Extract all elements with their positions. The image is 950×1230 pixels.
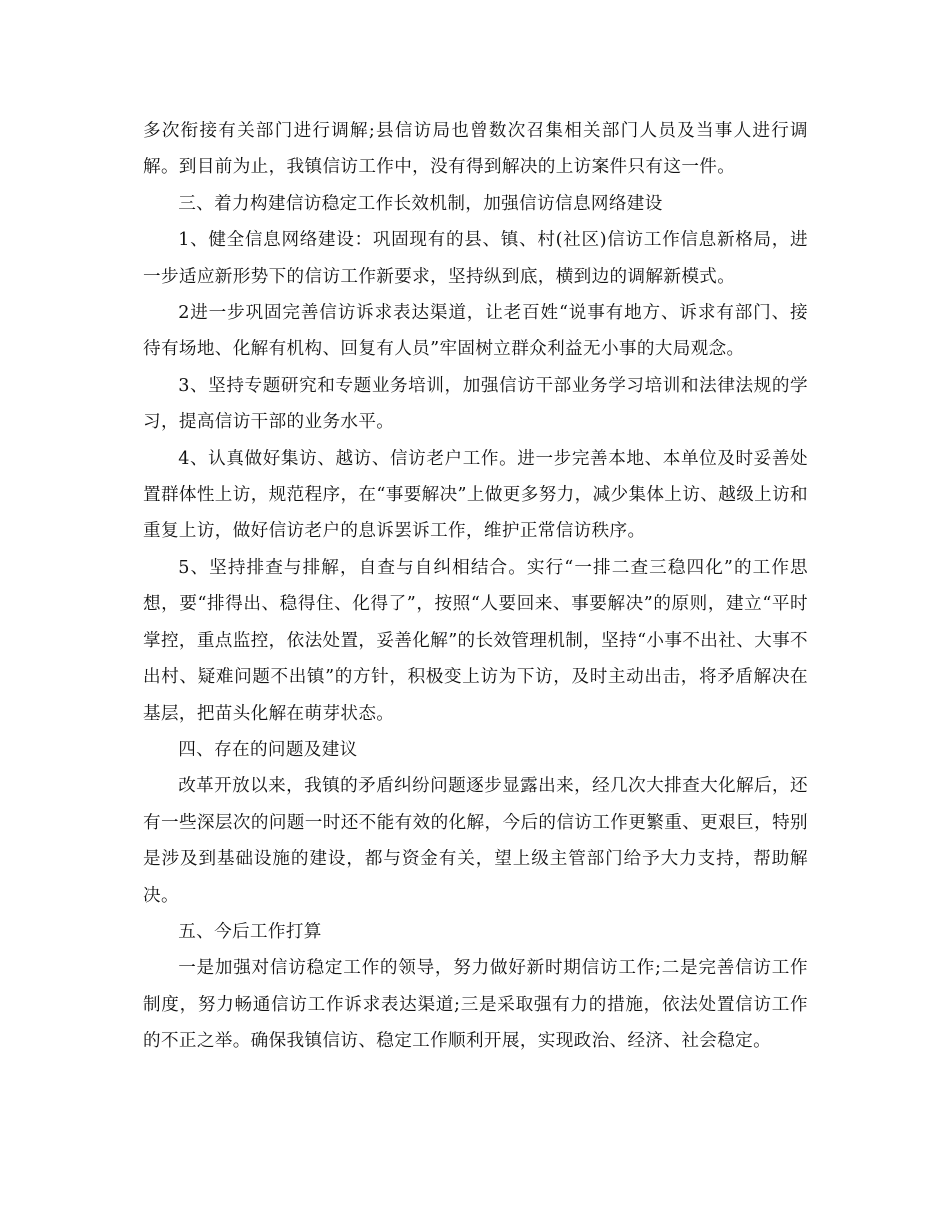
paragraph-problems: 改革开放以来，我镇的矛盾纠纷问题逐步显露出来，经几次大排查大化解后，还有一些深层次的问题一时还不能有效的化解，今后的信访工作更繁重、更艰巨，特别是涉及到基础设施的建设，都与资金有关，望上级主管部门给予大力支持，帮助解决。 [143,776,808,906]
paragraph-continuation: 多次衔接有关部门进行调解;县信访局也曾数次召集相关部门人员及当事人进行调解。到目前为止，我镇信访工作中，没有得到解决的上访案件只有这一件。 [143,121,808,178]
paragraph-item-5: 5、坚持排查与排解，自查与自纠相结合。实行“一排二查三稳四化”的工作思想，要“排得出、稳得住、化得了”，按照“人要回来、事要解决”的原则，建立“平时掌控，重点监控，依法处置，妥善化解”的长效管理机制，坚持“小事不出社、大事不出村、疑难问题不出镇”的方针，积极变上访为下访，及时主动出击，将矛盾解决在基层，把苗头化解在萌芽状态。 [143,557,808,724]
paragraph-plans: 一是加强对信访稳定工作的领导，努力做好新时期信访工作;二是完善信访工作制度，努力畅通信访工作诉求表达渠道;三是采取强有力的措施，依法处置信访工作的不正之举。确保我镇信访、稳定工作顺利开展，实现政治、经济、社会稳定。 [143,958,808,1052]
section-heading-5: 五、今后工作打算 [178,921,322,942]
paragraph-item-2: 2进一步巩固完善信访诉求表达渠道，让老百姓“说事有地方、诉求有部门、接待有场地、化解有机构、回复有人员”牢固树立群众利益无小事的大局观念。 [143,303,808,360]
section-heading-4: 四、存在的问题及建议 [178,739,358,760]
section-heading-3: 三、着力构建信访稳定工作长效机制，加强信访信息网络建设 [178,193,663,214]
document-page [143,113,808,1060]
paragraph-item-1: 1、健全信息网络建设：巩固现有的县、镇、村(社区)信访工作信息新格局，进一步适应新形势下的信访工作新要求，坚持纵到底，横到边的调解新模式。 [143,230,808,287]
paragraph-item-3: 3、坚持专题研究和专题业务培训，加强信访干部业务学习培训和法律法规的学习，提高信访干部的业务水平。 [143,375,808,433]
paragraph-item-4: 4、认真做好集访、越访、信访老户工作。进一步完善本地、本单位及时妥善处置群体性上访，规范程序，在“事要解决”上做更多努力，减少集体上访、越级上访和重复上访，做好信访老户的息诉罢诉工作，维护正常信访秩序。 [143,448,808,542]
